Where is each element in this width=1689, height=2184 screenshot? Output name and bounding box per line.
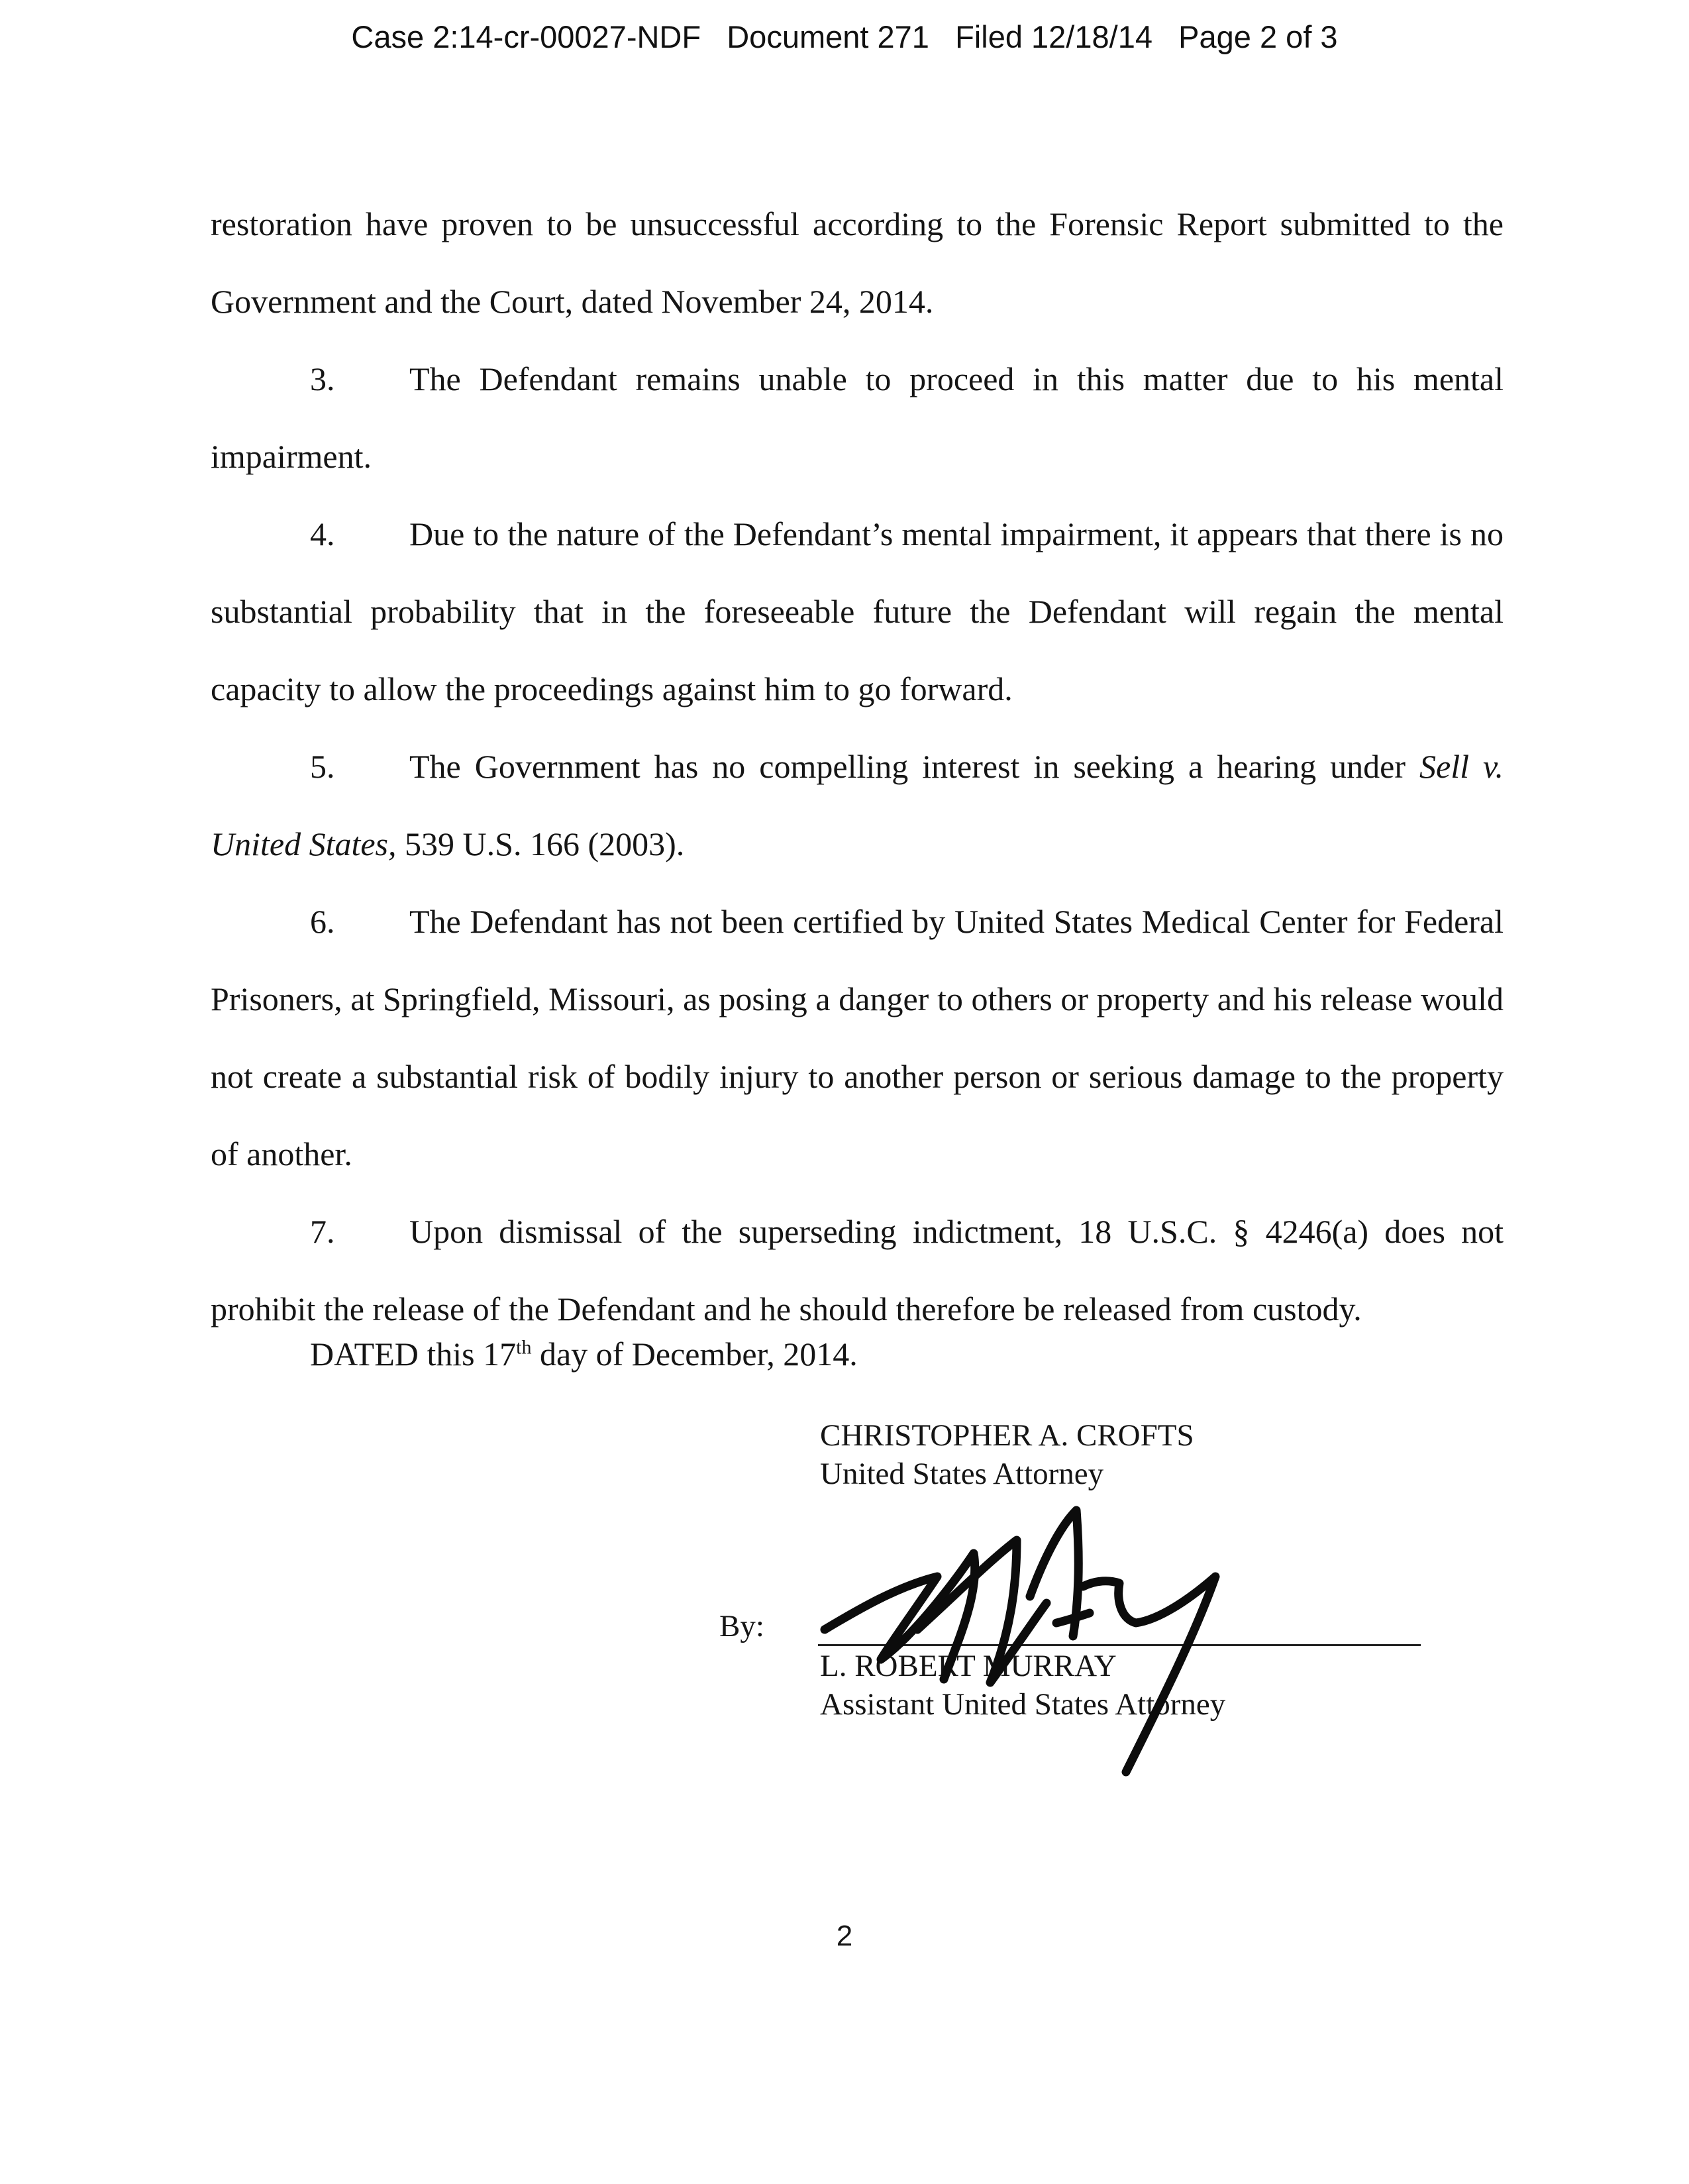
by-label: By: [719, 1609, 764, 1643]
signer-name: L. ROBERT MURRAY [820, 1649, 1117, 1683]
paragraph-5-text-end: 539 U.S. 166 (2003). [396, 825, 685, 862]
paragraph-4 [211, 495, 1504, 728]
paragraph-7-text: Upon dismissal of the superseding indictment, 18 U.S.C. § 4246(a) does not prohibit the release of the Defendant and he should therefore be released from custody. [211, 1213, 1504, 1327]
dated-line [310, 1335, 858, 1373]
paragraph-6-text: The Defendant has not been certified by United States Medical Center for Federal Prisoners, at Springfield, Missouri, as posing a danger to others or property and his release would not create a substantial risk of bodily injury to another person or serious damage to the property of another. [211, 903, 1504, 1172]
signature-stroke [825, 1553, 975, 1679]
dated-after: day of December, 2014. [531, 1335, 858, 1373]
signature-stroke [1056, 1613, 1090, 1623]
attorney-name: CHRISTOPHER A. CROFTS [820, 1418, 1194, 1453]
paragraph-3-text: The Defendant remains unable to proceed in this matter due to his mental impairment. [211, 360, 1504, 475]
paragraph-7 [211, 1193, 1504, 1348]
paragraph-4-text: Due to the nature of the Defendant’s mental impairment, it appears that there is no substantial probability that in the foreseeable future the Defendant will regain the mental capacity to allow the proceedings against him to go forward. [211, 515, 1504, 707]
signature-stroke [1083, 1577, 1215, 1772]
signer-title: Assistant United States Attorney [820, 1687, 1226, 1722]
signature-stroke [917, 1540, 1047, 1683]
document-body [211, 185, 1504, 1348]
paragraph-6 [211, 883, 1504, 1193]
paragraph-7-number: 7. [310, 1213, 335, 1250]
case-citation: Sell v. United States, [211, 748, 1504, 862]
paragraph-5-text: The Government has no compelling interest in seeking a hearing under [409, 748, 1420, 785]
paragraph-5 [211, 728, 1504, 883]
handwritten-signature [818, 1481, 1302, 1792]
dated-before: DATED this 17 [310, 1335, 517, 1373]
dated-superscript: th [516, 1336, 532, 1359]
paragraph-3-number: 3. [310, 360, 335, 397]
attorney-title: United States Attorney [820, 1457, 1104, 1491]
continuation-paragraph: restoration have proven to be unsuccessful according to the Forensic Report submitted to the Government and the Court, dated November 24, 2014. [211, 205, 1504, 320]
paragraph-4-number: 4. [310, 515, 335, 552]
paragraph-3 [211, 340, 1504, 495]
paragraph-6-number: 6. [310, 903, 335, 940]
page-number: 2 [836, 1920, 853, 1952]
case-header: Case 2:14-cr-00027-NDF Document 271 Filed 12/18/14 Page 2 of 3 [351, 19, 1338, 54]
paragraph-5-number: 5. [310, 748, 335, 785]
